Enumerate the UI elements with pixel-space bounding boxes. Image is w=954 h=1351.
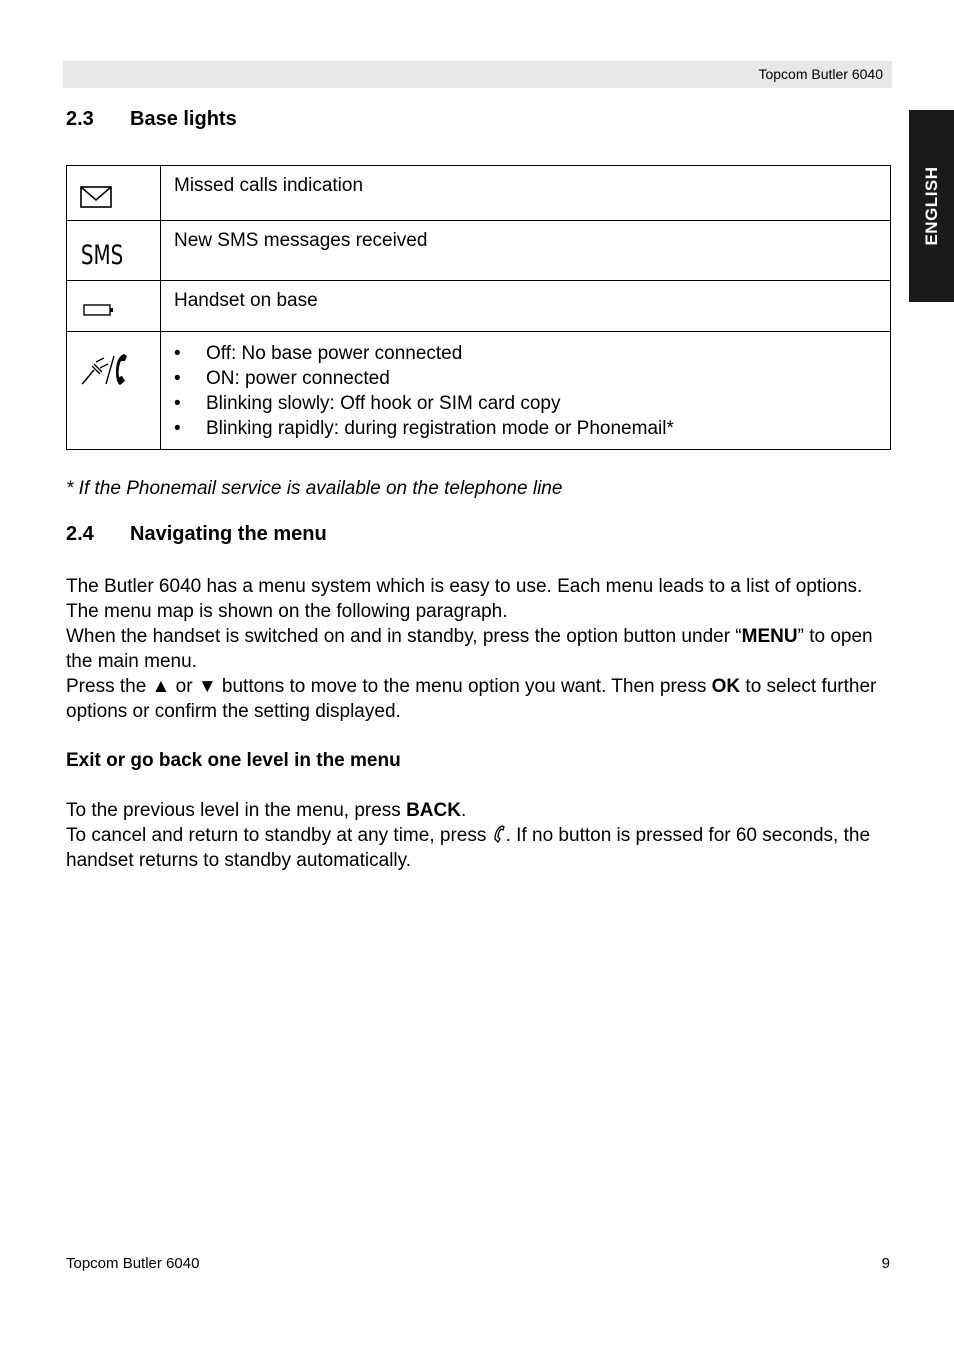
language-tab xyxy=(909,110,954,302)
header-title: Topcom Butler 6040 xyxy=(758,66,883,82)
list-item: • ON: power connected xyxy=(174,366,878,391)
text-run: to select further options or confirm the setting displayed. xyxy=(66,676,877,722)
text-run: To the previous level in the menu, press xyxy=(66,800,407,821)
sms-icon xyxy=(80,236,128,270)
table-row xyxy=(67,281,891,332)
text-run: To cancel and return to standby at any time, press xyxy=(66,825,492,846)
ok-keyword: OK xyxy=(711,676,741,697)
icon-cell xyxy=(67,221,161,281)
body-text-block xyxy=(66,574,892,724)
icon-cell xyxy=(67,281,161,332)
text-run: . If no button is pressed for 60 seconds, the handset returns to standby automatically. xyxy=(66,825,871,871)
language-label: ENGLISH xyxy=(921,166,941,246)
envelope-icon xyxy=(80,186,112,208)
power-phone-icon xyxy=(80,352,132,388)
icon-cell xyxy=(67,166,161,221)
down-arrow-icon: ▼ xyxy=(197,676,217,697)
paragraph: The Butler 6040 has a menu system which is easy to use. Each menu leads to a list of options. The menu map is shown on the following paragraph. xyxy=(66,576,863,622)
text-run: ” to open the main menu. xyxy=(66,626,873,672)
page-number: 9 xyxy=(881,1255,890,1272)
section-heading-2-3 xyxy=(66,108,237,131)
up-arrow-icon: ▲ xyxy=(151,676,171,697)
text-run: When the handset is switched on and in standby, press the option button under “ xyxy=(66,626,742,647)
section-number: 2.4 xyxy=(66,523,94,545)
section-number: 2.3 xyxy=(66,108,94,130)
paragraph xyxy=(66,674,892,724)
footnote: * If the Phonemail service is available on the telephone line xyxy=(66,478,563,499)
paragraph xyxy=(66,823,892,873)
list-item: • Off: No base power connected xyxy=(174,341,878,366)
row-text: Handset on base xyxy=(161,281,891,332)
section-title: Navigating the menu xyxy=(130,523,327,545)
text-run: or xyxy=(170,676,198,697)
svg-text:SMS: SMS xyxy=(80,238,124,270)
menu-keyword: MENU xyxy=(741,626,798,647)
section-heading-2-4 xyxy=(66,523,327,546)
body-text-block xyxy=(66,798,892,873)
row-text: New SMS messages received xyxy=(161,221,891,281)
text-run: Press the xyxy=(66,676,152,697)
back-keyword: BACK xyxy=(406,800,461,821)
text-run: buttons to move to the menu option you want. Then press xyxy=(216,676,712,697)
table-row xyxy=(67,332,891,450)
table-row xyxy=(67,166,891,221)
paragraph xyxy=(66,798,892,823)
row-text xyxy=(161,332,891,450)
subheading: Exit or go back one level in the menu xyxy=(66,750,401,771)
list-item: • Blinking slowly: Off hook or SIM card copy xyxy=(174,391,878,416)
base-lights-table xyxy=(66,165,891,450)
row-text: Missed calls indication xyxy=(161,166,891,221)
text-run: . xyxy=(460,800,467,821)
section-title: Base lights xyxy=(130,108,237,130)
hang-up-phone-icon xyxy=(492,825,506,843)
bullet-list xyxy=(174,341,878,441)
table-row xyxy=(67,221,891,281)
battery-icon xyxy=(83,303,115,317)
icon-cell xyxy=(67,332,161,450)
page-header xyxy=(63,61,892,88)
list-item: • Blinking rapidly: during registration mode or Phonemail* xyxy=(174,416,878,441)
footer-title: Topcom Butler 6040 xyxy=(66,1255,200,1272)
paragraph xyxy=(66,624,892,674)
